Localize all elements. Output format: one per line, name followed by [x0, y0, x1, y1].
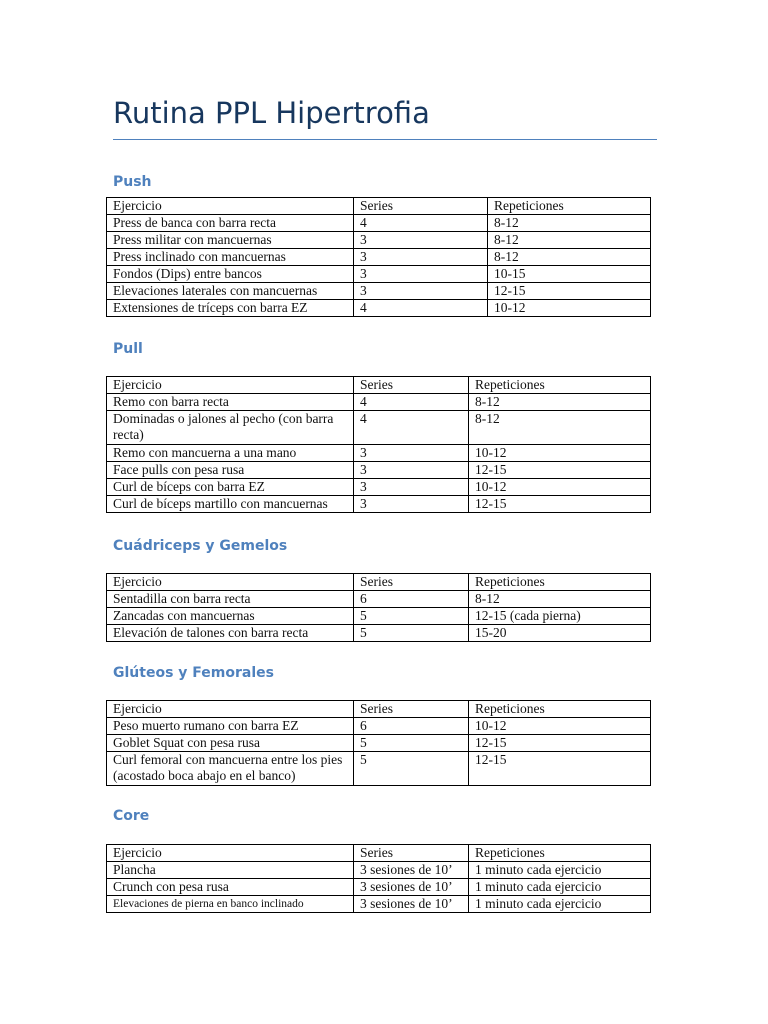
table-core [106, 844, 651, 913]
reps-cell: 1 minuto cada ejercicio [469, 896, 651, 913]
series-cell: 3 sesiones de 10’ [354, 862, 469, 879]
table-header-row [107, 701, 651, 718]
table-row [107, 266, 651, 283]
exercise-cell: Curl femoral con mancuerna entre los pies (acostado boca abajo en el banco) [107, 752, 354, 786]
reps-cell: 8-12 [469, 394, 651, 411]
table-row [107, 496, 651, 513]
exercise-cell: Dominadas o jalones al pecho (con barra recta) [107, 411, 354, 445]
reps-cell: 8-12 [469, 411, 651, 445]
table-row [107, 462, 651, 479]
table-header-row [107, 198, 651, 215]
table-row [107, 862, 651, 879]
section-heading-core: Core [113, 808, 150, 824]
header-cell: Ejercicio [107, 198, 354, 215]
exercise-cell: Face pulls con pesa rusa [107, 462, 354, 479]
table-row [107, 896, 651, 913]
table-row [107, 879, 651, 896]
exercise-cell: Press militar con mancuernas [107, 232, 354, 249]
reps-cell: 12-15 [469, 752, 651, 786]
reps-cell: 15-20 [469, 625, 651, 642]
reps-cell: 10-12 [469, 718, 651, 735]
series-cell: 3 [354, 266, 488, 283]
series-cell: 6 [354, 591, 469, 608]
reps-cell: 1 minuto cada ejercicio [469, 862, 651, 879]
reps-cell: 12-15 [469, 496, 651, 513]
series-cell: 3 [354, 249, 488, 266]
series-cell: 6 [354, 718, 469, 735]
header-cell: Ejercicio [107, 845, 354, 862]
table-row [107, 718, 651, 735]
table-row [107, 411, 651, 445]
section-heading-pull: Pull [113, 341, 143, 357]
reps-cell: 8-12 [488, 215, 651, 232]
table-header-row [107, 377, 651, 394]
table-push [106, 197, 651, 317]
exercise-cell: Crunch con pesa rusa [107, 879, 354, 896]
series-cell: 3 [354, 283, 488, 300]
header-cell: Series [354, 377, 469, 394]
header-cell: Repeticiones [469, 377, 651, 394]
table-header-row [107, 845, 651, 862]
header-cell: Ejercicio [107, 701, 354, 718]
table-row [107, 283, 651, 300]
series-cell: 5 [354, 735, 469, 752]
series-cell: 4 [354, 411, 469, 445]
exercise-cell: Remo con barra recta [107, 394, 354, 411]
series-cell: 3 [354, 462, 469, 479]
exercise-cell: Elevación de talones con barra recta [107, 625, 354, 642]
title-divider [113, 139, 657, 140]
table-row [107, 608, 651, 625]
section-heading-quads: Cuádriceps y Gemelos [113, 538, 288, 554]
reps-cell: 8-12 [469, 591, 651, 608]
table-row [107, 735, 651, 752]
header-cell: Series [354, 198, 488, 215]
exercise-cell: Sentadilla con barra recta [107, 591, 354, 608]
exercise-cell: Press de banca con barra recta [107, 215, 354, 232]
table-row [107, 445, 651, 462]
table-quads [106, 573, 651, 642]
exercise-cell: Fondos (Dips) entre bancos [107, 266, 354, 283]
table-row [107, 300, 651, 317]
exercise-cell: Plancha [107, 862, 354, 879]
reps-cell: 12-15 [488, 283, 651, 300]
table-header-row [107, 574, 651, 591]
reps-cell: 10-15 [488, 266, 651, 283]
table-row [107, 249, 651, 266]
header-cell: Repeticiones [469, 574, 651, 591]
reps-cell: 1 minuto cada ejercicio [469, 879, 651, 896]
table-row [107, 215, 651, 232]
exercise-cell: Curl de bíceps con barra EZ [107, 479, 354, 496]
exercise-cell: Goblet Squat con pesa rusa [107, 735, 354, 752]
exercise-cell: Press inclinado con mancuernas [107, 249, 354, 266]
series-cell: 4 [354, 300, 488, 317]
reps-cell: 10-12 [469, 479, 651, 496]
series-cell: 5 [354, 625, 469, 642]
header-cell: Series [354, 701, 469, 718]
series-cell: 3 [354, 479, 469, 496]
exercise-cell: Extensiones de tríceps con barra EZ [107, 300, 354, 317]
header-cell: Series [354, 574, 469, 591]
table-row [107, 625, 651, 642]
reps-cell: 8-12 [488, 249, 651, 266]
series-cell: 4 [354, 215, 488, 232]
exercise-cell: Remo con mancuerna a una mano [107, 445, 354, 462]
table-row [107, 591, 651, 608]
exercise-cell: Curl de bíceps martillo con mancuernas [107, 496, 354, 513]
series-cell: 3 [354, 445, 469, 462]
series-cell: 3 sesiones de 10’ [354, 879, 469, 896]
exercise-cell: Elevaciones de pierna en banco inclinado [107, 896, 354, 913]
series-cell: 3 sesiones de 10’ [354, 896, 469, 913]
table-row [107, 394, 651, 411]
reps-cell: 12-15 [469, 462, 651, 479]
header-cell: Repeticiones [469, 701, 651, 718]
table-pull [106, 376, 651, 513]
section-heading-glutes: Glúteos y Femorales [113, 665, 274, 681]
reps-cell: 12-15 [469, 735, 651, 752]
exercise-cell: Peso muerto rumano con barra EZ [107, 718, 354, 735]
reps-cell: 10-12 [488, 300, 651, 317]
header-cell: Repeticiones [488, 198, 651, 215]
reps-cell: 12-15 (cada pierna) [469, 608, 651, 625]
table-glutes [106, 700, 651, 786]
series-cell: 4 [354, 394, 469, 411]
header-cell: Ejercicio [107, 574, 354, 591]
exercise-cell: Zancadas con mancuernas [107, 608, 354, 625]
series-cell: 5 [354, 608, 469, 625]
table-row [107, 479, 651, 496]
series-cell: 3 [354, 496, 469, 513]
table-row [107, 232, 651, 249]
page-title: Rutina PPL Hipertrofia [113, 96, 430, 130]
header-cell: Ejercicio [107, 377, 354, 394]
series-cell: 5 [354, 752, 469, 786]
series-cell: 3 [354, 232, 488, 249]
section-heading-push: Push [113, 174, 152, 190]
header-cell: Series [354, 845, 469, 862]
reps-cell: 8-12 [488, 232, 651, 249]
exercise-cell: Elevaciones laterales con mancuernas [107, 283, 354, 300]
header-cell: Repeticiones [469, 845, 651, 862]
reps-cell: 10-12 [469, 445, 651, 462]
table-row [107, 752, 651, 786]
